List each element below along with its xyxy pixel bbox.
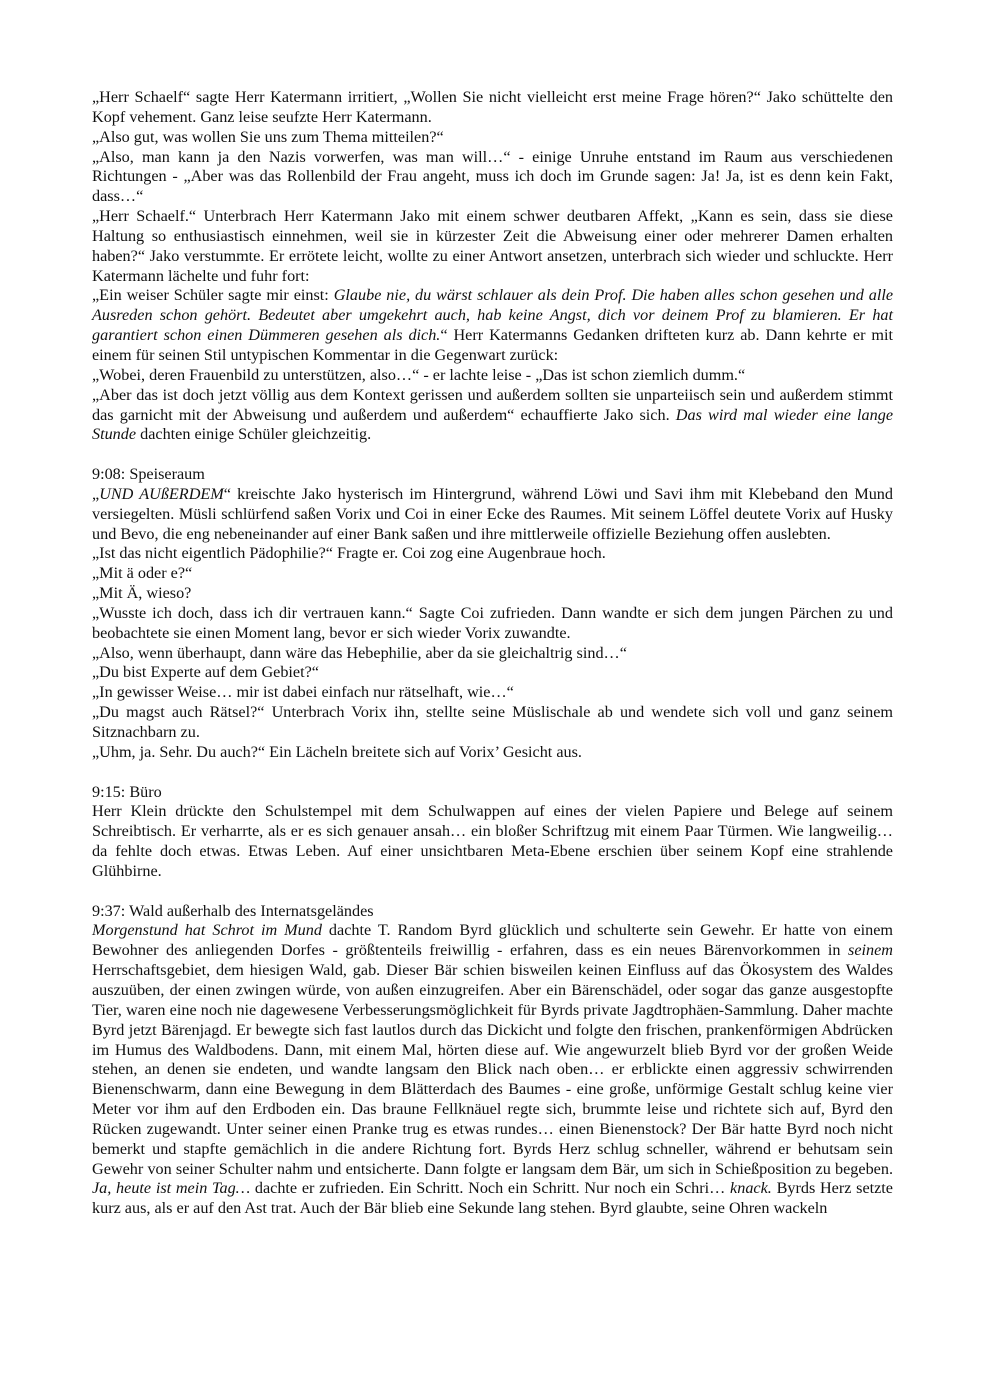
text-segment: “ kreischte Jako hysterisch im Hintergrund, während Löwi und Savi ihm mit Klebeband den Mund versiegelten. Müsli schlürfend saßen Vorix und Coi in einer Ecke des Raumes. Mit seinem Löffel deutete Vorix auf Husky und Bevo, die eng nebeneinander auf einer Bank saßen und ihre mittlerweile offizielle Beziehung offen auslebten.	[92, 484, 893, 543]
section-dining-room	[92, 465, 893, 763]
paragraph	[92, 604, 893, 644]
text-segment: „Herr Schaelf“ sagte Herr Katermann irritiert, „Wollen Sie nicht vielleicht erst meine Frage hören?“ Jako schüttelte den Kopf vehement. Ganz leise seufzte Herr Katermann.	[92, 88, 893, 126]
section-heading: 9:37: Wald außerhalb des Internatsgeländes	[92, 901, 374, 920]
text-segment: Herr Klein drückte den Schulstempel mit dem Schulwappen auf eines der vielen Papiere und Belege auf seinem Schreibtisch. Er verharrte, als er es sich genauer ansah… ein bloßer Schriftzug mit einem Paar Türmen. Wie langweilig… da fehlte doch etwas. Etwas Leben. Auf einer unsichtbaren Meta-Ebene erschien über seinem Kopf eine strahlende Glühbirne.	[92, 802, 893, 880]
text-segment: dachte T. Random Byrd glücklich und schulterte sein Gewehr. Er hatte von einem Bewohner des anliegenden Dorfes - größtenteils freiwillig - erfahren, dass es ein neues Bärenvorkommen in	[92, 921, 893, 960]
paragraph	[92, 128, 893, 148]
text-segment: Herrschaftsgebiet, dem hiesigen Wald, gab. Dieser Bär schien bisweilen keinen Einfluss auf das Ökosystem des Waldes auszuüben, der einen zwingen würde, von außen einzugreifen. Aber ein Bärenschädel, oder sogar das ganze ausgestopfte Tier, waren eine noch nie dagewesene Verbesserungsmöglichkeit für Byrds private Jagdtrophäen-Sammlung. Daher machte Byrd jetzt Bärenjagd. Er bewegte sich fast lautlos durch das Dickicht und folgte den frischen, prankenförmigen Abdrücken im Humus des Waldbodens. Dann, mit einem Mal, hörten diese auf. Wie angewurzelt blieb Byrd vor der großen Weide stehen, an denen sie endeten, und wandte langsam den Blick nach oben… er erblickte einen aggressiv schwirrenden Bienenschwarm, dann eine Bewegung in dem Blätterdach des Baumes - eine große, unförmige Gestalt schlug keine vier Meter vor ihm auf den Erdboden ein. Das braune Fellknäuel regte sich, brummte leise und richtete sich auf, Byrd den Rücken zugewandt. Unter seiner einen Pranke trug es etwas rundes… einen Bienenstock? Der Bär hatte Byrd noch nicht bemerkt und stapfte gemächlich in die andere Richtung fort. Byrds Herz schlug schneller, während er behutsam sein Gewehr von seiner Schulter nahm und entsicherte. Dann folgte er langsam dem Bär, um sich in Schießposition zu begeben.	[92, 961, 893, 1178]
text-segment: „Uhm, ja. Sehr. Du auch?“ Ein Lächeln breitete sich auf Vorix’ Gesicht aus.	[92, 742, 582, 761]
text-segment: dachten einige Schüler gleichzeitig.	[136, 425, 372, 444]
text-segment: „Ein weiser Schüler sagte mir einst:	[92, 286, 334, 305]
paragraph	[92, 564, 893, 584]
paragraph	[92, 544, 893, 564]
text-segment: „Herr Schaelf.“ Unterbrach Herr Katermann Jako mit einem schwer deutbaren Affekt, „Kann es sein, dass sie diese Haltung so enthusiastisch einnehmen, weil sie in kürzester Zeit die Abweisung einer oder mehrerer Damen erhalten haben?“ Jako verstummte. Er errötete leicht, wollte zu einer Antwort ansetzen, unterbrach sich wieder und schluckte. Herr Katermann lächelte und fuhr fort:	[92, 207, 893, 285]
paragraph	[92, 703, 893, 743]
text-segment: „Du bist Experte auf dem Gebiet?“	[92, 663, 319, 682]
text-segment: „Du magst auch Rätsel?“ Unterbrach Vorix ihn, stellte seine Müslischale ab und wendete sich voll und ganz seinem Sitznachbarn zu.	[92, 703, 893, 741]
italic-text: UND AUßERDEM	[99, 484, 224, 503]
italic-text: Ja, heute ist mein Tag…	[92, 1179, 251, 1198]
italic-text: Morgenstund hat Schrot im Mund	[92, 921, 322, 940]
text-segment: „Mit ä oder e?“	[92, 564, 193, 583]
section-spacer	[92, 763, 893, 783]
paragraph	[92, 386, 893, 446]
italic-text: seinem	[848, 941, 893, 960]
section-heading: 9:08: Speiseraum	[92, 465, 205, 484]
paragraph	[92, 683, 893, 703]
section-forest	[92, 902, 893, 1220]
paragraph	[92, 802, 893, 881]
paragraph	[92, 286, 893, 365]
text-segment: „Also, man kann ja den Nazis vorwerfen, was man will…“ - einige Unruhe entstand im Raum aus verschiedenen Richtungen - „Aber was das Rollenbild der Frau angeht, muss ich doch im Grunde sagen: Ja! Ja, ist es denn kein Fakt, dass…“	[92, 147, 893, 206]
text-segment: „Mit Ä, wieso?	[92, 584, 192, 603]
paragraph	[92, 207, 893, 286]
section-spacer	[92, 445, 893, 465]
section-heading: 9:15: Büro	[92, 782, 162, 801]
section-classroom	[92, 88, 893, 445]
paragraph	[92, 88, 893, 128]
text-segment: „In gewisser Weise… mir ist dabei einfach nur rätselhaft, wie…“	[92, 683, 514, 702]
text-segment: „Also, wenn überhaupt, dann wäre das Hebephilie, aber da sie gleichaltrig sind…“	[92, 643, 627, 662]
paragraph	[92, 148, 893, 208]
paragraph	[92, 366, 893, 386]
paragraph	[92, 743, 893, 763]
section-spacer	[92, 882, 893, 902]
italic-text: knack.	[730, 1179, 772, 1198]
italic-text: Das wird mal wieder eine lange Stunde	[92, 405, 894, 444]
text-segment: „Wusste ich doch, dass ich dir vertrauen kann.“ Sagte Coi zufrieden. Dann wandte er sich dem jungen Pärchen zu und beobachtete sie einen Moment lang, bevor er sich wieder Vorix zuwandte.	[92, 603, 893, 642]
document-page	[92, 88, 893, 1219]
text-segment: „	[92, 484, 100, 503]
text-segment: „Also gut, was wollen Sie uns zum Thema mitteilen?“	[92, 127, 444, 146]
italic-text: Glaube nie, du wärst schlauer als dein Prof. Die haben alles schon gesehen und alle Ausreden schon gehört. Bedeutet aber umgekehrt auch, hab keine Angst, dich vor deinem Prof zu blamieren. Er hat garantiert schon einen Dümmeren gesehen als dich.	[92, 286, 894, 345]
paragraph	[92, 644, 893, 664]
section-office	[92, 783, 893, 882]
text-segment: „Wobei, deren Frauenbild zu unterstützen, also…“ - er lachte leise - „Das ist schon ziemlich dumm.“	[92, 365, 746, 384]
paragraph	[92, 584, 893, 604]
text-segment: Byrds Herz setzte kurz aus, als er auf den Ast trat. Auch der Bär blieb eine Sekunde lang stehen. Byrd glaubte, seine Ohren wackeln	[92, 1179, 893, 1218]
paragraph	[92, 921, 893, 1219]
paragraph	[92, 663, 893, 683]
text-segment: „Ist das nicht eigentlich Pädophilie?“ Fragte er. Coi zog eine Augenbraue hoch.	[92, 544, 606, 563]
paragraph	[92, 485, 893, 545]
text-segment: “ Herr Katermanns Gedanken drifteten kurz ab. Dann kehrte er mit einem für seinen Stil untypischen Kommentar in die Gegenwart zurück:	[92, 326, 893, 364]
text-segment: dachte er zufrieden. Ein Schritt. Noch ein Schritt. Nur noch ein Schri…	[250, 1179, 731, 1198]
text-segment: „Aber das ist doch jetzt völlig aus dem Kontext gerissen und außerdem sollten sie unparteiisch sein und außerdem stimmt das garnicht mit der Abweisung und außerdem und außerdem“ echauffierte Jako sich.	[92, 385, 893, 424]
